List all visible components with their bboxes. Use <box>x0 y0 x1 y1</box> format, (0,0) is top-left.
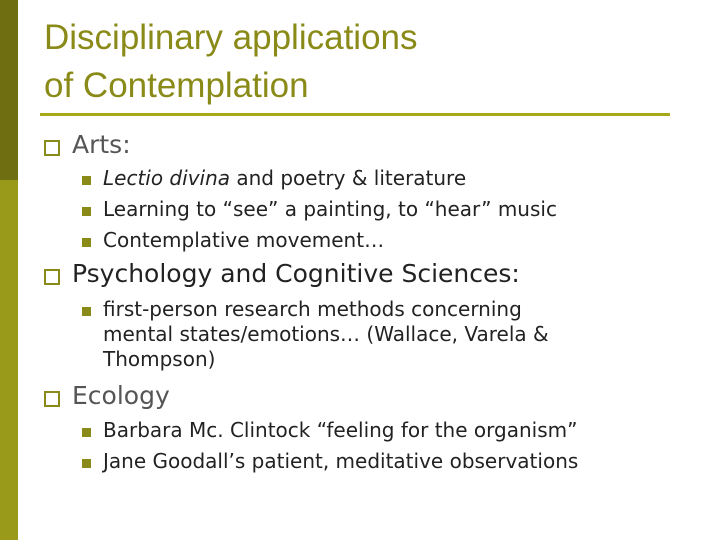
filled-square-bullet-icon <box>82 238 91 247</box>
list-item-text: and poetry & literature <box>230 166 467 190</box>
list-item <box>103 297 693 372</box>
hollow-square-bullet-icon <box>44 269 60 285</box>
list-item-line: mental states/emotions… (Wallace, Varela & <box>103 322 549 346</box>
title-line-1: Disciplinary applications <box>44 18 418 57</box>
filled-square-bullet-icon <box>82 307 91 316</box>
hollow-square-bullet-icon <box>44 391 60 407</box>
section-heading-ecology: Ecology <box>72 381 170 410</box>
hollow-square-bullet-icon <box>44 140 60 156</box>
list-item: Learning to “see” a painting, to “hear” music <box>103 197 557 221</box>
list-item: Contemplative movement… <box>103 228 385 252</box>
list-item: Barbara Mc. Clintock “feeling for the organism” <box>103 418 578 442</box>
list-item: Jane Goodall’s patient, meditative observations <box>103 449 579 473</box>
list-item-line: Thompson) <box>103 347 216 371</box>
filled-square-bullet-icon <box>82 176 91 185</box>
filled-square-bullet-icon <box>82 459 91 468</box>
section-heading-psychology: Psychology and Cognitive Sciences: <box>72 259 520 288</box>
filled-square-bullet-icon <box>82 428 91 437</box>
italic-term: Lectio divina <box>103 166 231 190</box>
list-item-line: first-person research methods concerning <box>103 297 522 321</box>
section-heading-arts: Arts: <box>72 130 131 159</box>
title-line-2: of Contemplation <box>44 66 309 105</box>
filled-square-bullet-icon <box>82 207 91 216</box>
list-item <box>103 166 693 191</box>
